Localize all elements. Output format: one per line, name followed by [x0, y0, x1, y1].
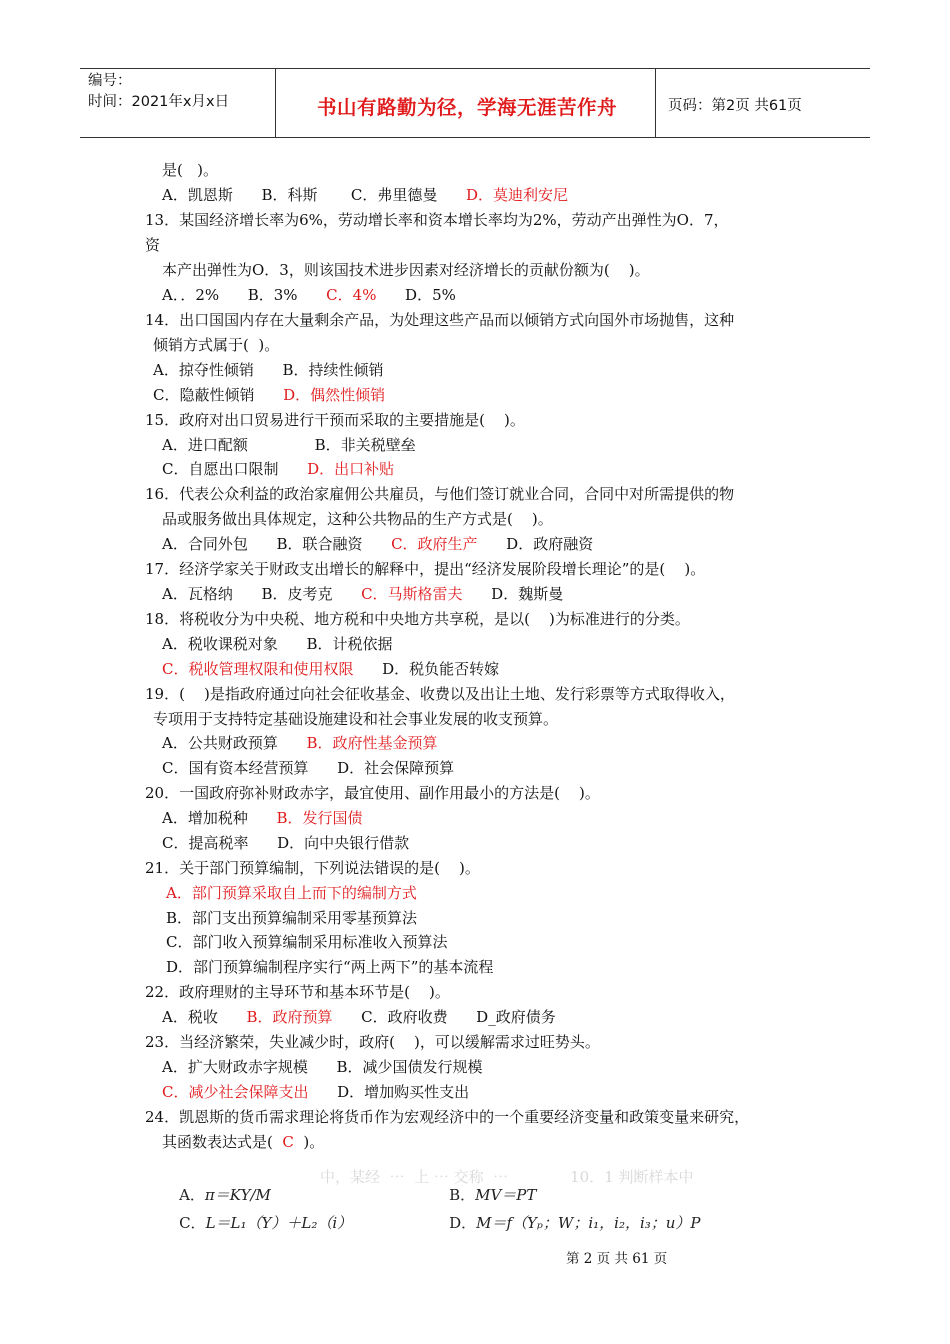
answer-mark: C．减少社会保障支出: [162, 1083, 309, 1101]
text-line: 其函数表达式是( C )。: [162, 1133, 325, 1151]
question-line: 16．代表公众利益的政治家雇佣公共雇员，与他们签订就业合同，合同中对所需提供的物: [145, 485, 735, 503]
options-line: A．公共财政预算 B．政府性基金预算: [162, 734, 438, 752]
options-line: C．提高税率 D．向中央银行借款: [162, 834, 410, 852]
text-line: 本产出弹性为O．3，则该国技术进步因素对经济增长的贡献份额为( )。: [162, 261, 650, 279]
question-line: 18．将税收分为中央税、地方税和中央地方共享税，是以( )为标准进行的分类。: [145, 610, 690, 628]
options-line: C．减少社会保障支出 D．增加购买性支出: [162, 1083, 470, 1101]
code-label: 编号：: [88, 73, 132, 89]
header-divider: [275, 69, 276, 137]
header-meta: [88, 71, 229, 113]
page-footer: 第 2 页 共 61 页: [566, 1251, 668, 1267]
answer-mark: C: [282, 1133, 294, 1151]
options-line: D．部门预算编制程序实行“两上两下”的基本流程: [166, 958, 494, 976]
formula-option-a: A．π＝KY/M: [179, 1186, 271, 1204]
question-line: 17．经济学家关于财政支出增长的解释中，提出“经济发展阶段增长理论”的是( )。: [145, 560, 706, 578]
answer-mark: B．发行国债: [276, 809, 363, 827]
options-line: A．增加税种 B．发行国债: [162, 809, 363, 827]
text-line: 资: [145, 236, 161, 254]
answer-mark: C．马斯格雷夫: [361, 585, 463, 603]
question-line: 24．凯恩斯的货币需求理论将货币作为宏观经济中的一个重要经济变量和政策变量来研究，: [145, 1108, 750, 1126]
options-line: A．瓦格纳 B．皮考克 C．马斯格雷夫 D．魏斯曼: [162, 585, 564, 603]
formula-option-c: C．L＝L₁（Y）＋L₂（i）: [179, 1214, 353, 1232]
question-line: 14．出口国国内存在大量剩余产品，为处理这些产品而以倾销方式向国外市场抛售，这种: [145, 311, 735, 329]
options-line: A．进口配额 B．非关税壁垒: [162, 436, 416, 454]
header-page-number: 页码：第2页 共61页: [668, 98, 802, 114]
options-line: A．掠夺性倾销 B．持续性倾销: [153, 361, 384, 379]
question-line: 20．一国政府弥补财政赤字，最宜使用、副作用最小的方法是( )。: [145, 784, 600, 802]
options-line: A．．2% B．3% C．4% D．5%: [162, 286, 456, 304]
question-line: 13．某国经济增长率为6%，劳动增长率和资本增长率均为2%，劳动产出弹性为O．7，: [145, 211, 729, 229]
text-line: 是( )。: [162, 161, 219, 179]
question-line: 21．关于部门预算编制，下列说法错误的是( )。: [145, 859, 480, 877]
date-label: 时间：2021年x月x日: [88, 94, 230, 110]
options-line: A．税收课税对象 B．计税依据: [162, 635, 393, 653]
faint-background-text: 中，某经 ⋯ 上 ⋯ 交称 ⋯ 10．1 判断样本中: [320, 1168, 694, 1186]
answer-mark: C．税收管理权限和使用权限: [162, 660, 354, 678]
answer-mark: D．莫迪利安尼: [465, 186, 568, 204]
question-line: 19．( )是指政府通过向社会征收基金、收费以及出让土地、发行彩票等方式取得收入，: [145, 685, 735, 703]
text-line: 品或服务做出具体规定，这种公共物品的生产方式是( )。: [162, 510, 553, 528]
text-line: 专项用于支持特定基础设施建设和社会事业发展的收支预算。: [153, 710, 559, 728]
options-line: B．部门支出预算编制采用零基预算法: [166, 909, 418, 927]
options-line: A．合同外包 B．联合融资 C．政府生产 D．政府融资: [162, 535, 594, 553]
text-line: A．凯恩斯 B．科斯 C．弗里德曼 D．莫迪利安尼: [162, 186, 568, 204]
question-line: 15．政府对出口贸易进行干预而采取的主要措施是( )。: [145, 411, 525, 429]
options-line: A．税收 B．政府预算 C．政府收费 D_政府债务: [162, 1008, 556, 1026]
formula-option-d: D．M＝f（Yₚ；W；i₁，i₂，i₃；u）P: [449, 1214, 701, 1232]
options-line: [166, 883, 417, 903]
options-line: C．国有资本经营预算 D．社会保障预算: [162, 759, 455, 777]
options-line: A．扩大财政赤字规模 B．减少国债发行规模: [162, 1058, 483, 1076]
options-line: C．部门收入预算编制采用标准收入预算法: [166, 933, 448, 951]
answer-mark: C．政府生产: [391, 535, 478, 553]
header-motto: 书山有路勤为径，学海无涯苦作舟: [316, 96, 617, 119]
answer-mark: A．部门预算采取自上而下的编制方式: [166, 884, 417, 902]
answer-mark: B．政府性基金预算: [306, 734, 438, 752]
question-line: 23．当经济繁荣，失业减少时，政府( )，可以缓解需求过旺势头。: [145, 1033, 600, 1051]
answer-mark: C．4%: [326, 286, 377, 304]
text-line: 倾销方式属于( )。: [153, 336, 280, 354]
options-line: C．自愿出口限制 D．出口补贴: [162, 460, 395, 478]
options-line: C．隐蔽性倾销 D．偶然性倾销: [153, 386, 386, 404]
question-line: 22．政府理财的主导环节和基本环节是( )。: [145, 983, 450, 1001]
page-header: [80, 68, 870, 138]
answer-mark: D．偶然性倾销: [283, 386, 386, 404]
answer-mark: B．政府预算: [246, 1008, 333, 1026]
options-line: C．税收管理权限和使用权限 D．税负能否转嫁: [162, 660, 500, 678]
answer-mark: D．出口补贴: [307, 460, 395, 478]
formula-option-b: B．MV＝PT: [449, 1186, 537, 1204]
